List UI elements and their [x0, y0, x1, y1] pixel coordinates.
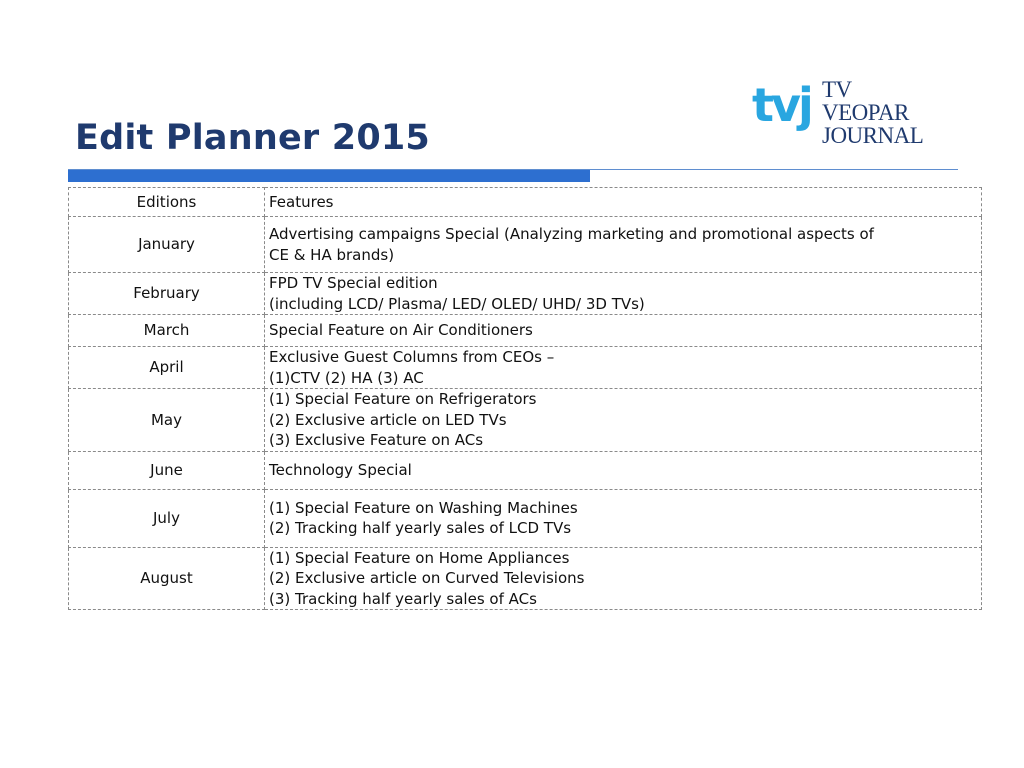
table-header-row: [69, 188, 982, 217]
feature-line: Exclusive Guest Columns from CEOs –: [269, 348, 555, 366]
logo-wordmark: [822, 78, 923, 147]
feature-line: (2) Tracking half yearly sales of LCD TVs: [269, 519, 572, 537]
page-title: Edit Planner 2015: [75, 118, 430, 158]
logo-line-2: VEOPAR: [822, 100, 909, 125]
feature-line: (1)CTV (2) HA (3) AC: [269, 368, 424, 387]
table-row: [69, 347, 982, 389]
features-cell: [265, 547, 982, 610]
features-cell: [265, 217, 982, 273]
logo-line-3: JOURNAL: [822, 123, 924, 148]
edition-cell: January: [69, 217, 265, 273]
edition-cell: March: [69, 315, 265, 347]
feature-line: (3) Exclusive Feature on ACs: [269, 431, 484, 449]
features-cell: [265, 273, 982, 315]
table-row: [69, 451, 982, 489]
edition-cell: July: [69, 489, 265, 547]
table-row: [69, 389, 982, 452]
edition-cell: April: [69, 347, 265, 389]
features-cell: [265, 389, 982, 452]
feature-line: (2) Exclusive article on LED TVs: [269, 410, 507, 429]
header-editions: Editions: [69, 188, 265, 217]
edition-cell: May: [69, 389, 265, 452]
edition-cell: August: [69, 547, 265, 610]
feature-line: FPD TV Special edition: [269, 274, 438, 292]
edit-planner-table: [68, 187, 982, 610]
table-row: [69, 217, 982, 273]
header-accent-bar: [68, 170, 590, 182]
feature-line: (including LCD/ Plasma/ LED/ OLED/ UHD/ 3D TVs): [269, 294, 645, 313]
features-cell: [265, 347, 982, 389]
features-cell: [265, 315, 982, 347]
feature-line: Special Feature on Air Conditioners: [269, 321, 533, 340]
feature-line: (1) Special Feature on Home Appliances: [269, 548, 570, 567]
logo-mark: tvj: [752, 78, 811, 132]
table-row: [69, 315, 982, 347]
feature-line: (1) Special Feature on Refrigerators: [269, 390, 537, 408]
table-row: [69, 273, 982, 315]
edition-cell: June: [69, 451, 265, 489]
logo-line-1: TV: [822, 77, 852, 102]
tvj-logo: [752, 78, 958, 164]
feature-line: CE & HA brands): [269, 245, 395, 264]
edition-cell: February: [69, 273, 265, 315]
table-row: [69, 489, 982, 547]
feature-line: Advertising campaigns Special (Analyzing marketing and promotional aspects of: [269, 225, 874, 243]
features-cell: [265, 451, 982, 489]
feature-line: (1) Special Feature on Washing Machines: [269, 498, 578, 517]
feature-line: Technology Special: [269, 460, 412, 479]
features-cell: [265, 489, 982, 547]
feature-line: (3) Tracking half yearly sales of ACs: [269, 589, 537, 608]
table-row: [69, 547, 982, 610]
feature-line: (2) Exclusive article on Curved Televisions: [269, 569, 585, 587]
header-features: Features: [265, 188, 982, 217]
